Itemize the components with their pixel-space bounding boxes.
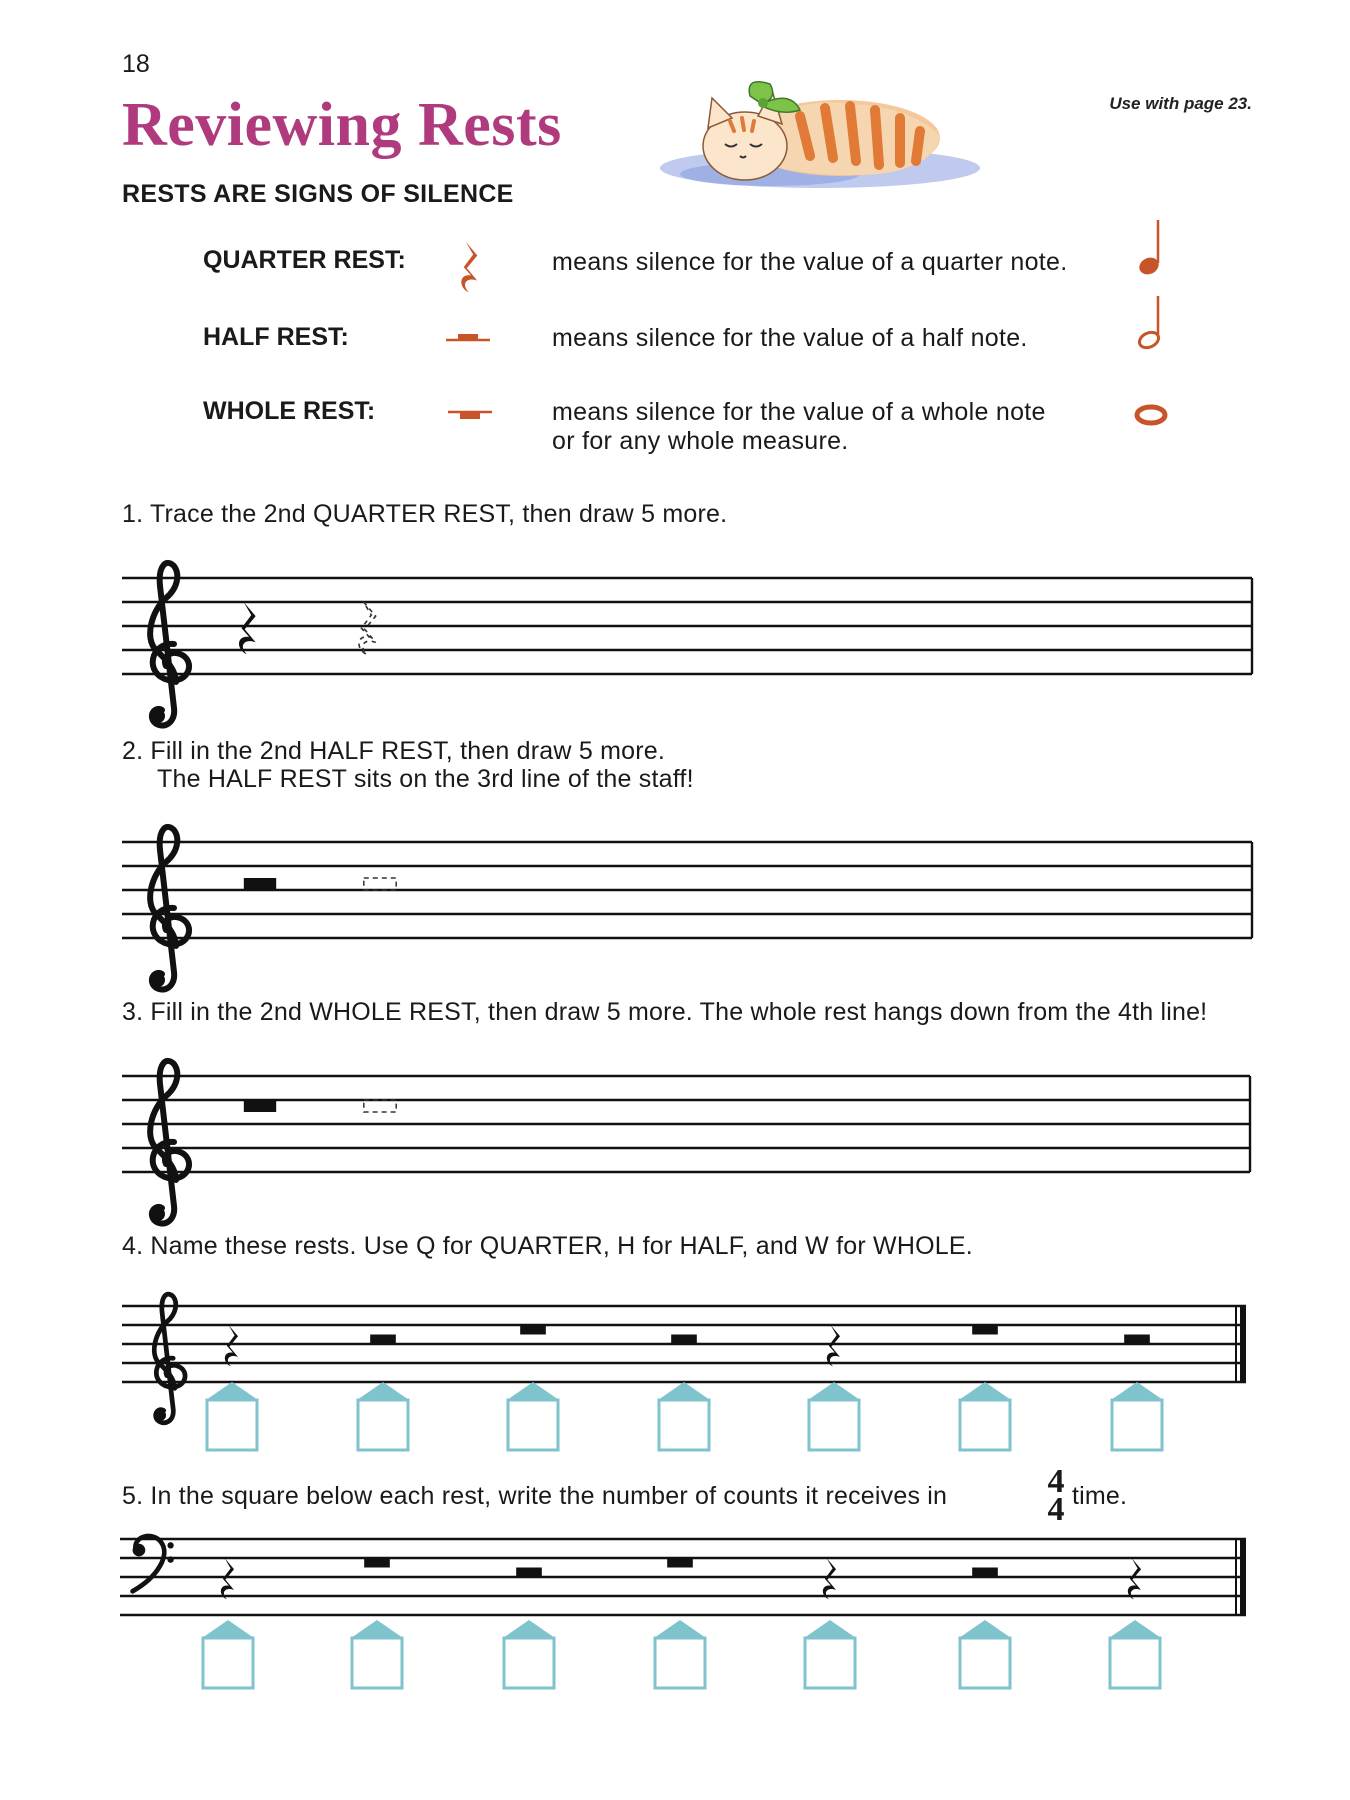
half-rest-outline (364, 878, 396, 890)
final-barline (1240, 1306, 1246, 1382)
whole-rest-description-line-1: means silence for the value of a whole note (552, 398, 1046, 426)
whole-rest (244, 1100, 276, 1112)
quarter-rest (221, 1558, 234, 1599)
whole-rest-symbol (448, 412, 492, 419)
half-rest-symbol (446, 334, 490, 340)
page-title: Reviewing Rests (122, 91, 562, 159)
treble-clef-icon (150, 1061, 189, 1224)
answer-box[interactable] (802, 1618, 858, 1690)
answer-box[interactable] (806, 1380, 862, 1452)
half-rest (671, 1335, 697, 1345)
answer-box[interactable] (1109, 1380, 1165, 1452)
treble-clef-icon (150, 827, 189, 990)
quarter-rest-label: QUARTER REST: (203, 246, 406, 274)
half-note-icon (1137, 296, 1161, 351)
whole-rest (364, 1558, 390, 1568)
quarter-rest (827, 1325, 840, 1366)
final-barline (1240, 1539, 1246, 1615)
treble-clef-icon (150, 563, 189, 726)
section-subtitle: RESTS ARE SIGNS OF SILENCE (122, 180, 514, 208)
answer-box[interactable] (349, 1618, 405, 1690)
answer-box[interactable] (501, 1618, 557, 1690)
whole-rest-description-line-2: or for any whole measure. (552, 427, 849, 455)
whole-rest-outline (364, 1100, 396, 1112)
staff-3 (122, 1061, 1250, 1224)
answer-box[interactable] (200, 1618, 256, 1690)
answer-box[interactable] (505, 1380, 561, 1452)
quarter-rest (239, 602, 256, 654)
answer-box[interactable] (652, 1618, 708, 1690)
half-rest (1124, 1335, 1150, 1345)
staff-5 (120, 1536, 1246, 1615)
reference-rest-and-note-symbols (446, 220, 1165, 423)
staff-2 (122, 827, 1252, 990)
whole-rest-label: WHOLE REST: (203, 397, 376, 425)
quarter-rest (823, 1558, 836, 1599)
time-signature (1044, 1463, 1068, 1528)
exercise-2-line-2: The HALF REST sits on the 3rd line of the staff! (157, 765, 694, 793)
exercise-1-instruction: 1. Trace the 2nd QUARTER REST, then draw 5 more. (122, 500, 728, 528)
whole-note-icon (1137, 407, 1165, 423)
answer-box[interactable] (957, 1618, 1013, 1690)
answer-box[interactable] (204, 1380, 260, 1452)
quarter-rest (225, 1325, 238, 1366)
time-signature-top: 4 (1047, 1463, 1065, 1500)
whole-rest (667, 1558, 693, 1568)
quarter-note-icon (1137, 220, 1162, 277)
half-rest (244, 878, 276, 890)
exercise-4-instruction: 4. Name these rests. Use Q for QUARTER, H for HALF, and W for WHOLE. (122, 1232, 973, 1260)
page-number: 18 (122, 50, 150, 78)
use-with-note: Use with page 23. (1109, 94, 1252, 113)
half-rest (516, 1568, 542, 1578)
answer-box[interactable] (957, 1380, 1013, 1452)
exercise-2-line-1: 2. Fill in the 2nd HALF REST, then draw 5 more. (122, 737, 665, 765)
exercise-5-instruction-end: time. (1072, 1482, 1128, 1510)
answer-box[interactable] (355, 1380, 411, 1452)
time-signature-bottom: 4 (1047, 1491, 1065, 1528)
staff-1 (122, 563, 1252, 726)
answer-box[interactable] (656, 1380, 712, 1452)
treble-clef-icon (154, 1294, 185, 1423)
half-rest-description: means silence for the value of a half note. (552, 324, 1028, 352)
half-rest (972, 1568, 998, 1578)
quarter-rest (1128, 1558, 1141, 1599)
quarter-rest-trace-guide (359, 602, 376, 654)
staves (120, 563, 1252, 1615)
whole-rest (520, 1325, 546, 1335)
half-rest (370, 1335, 396, 1345)
quarter-rest-symbol (461, 242, 477, 292)
whole-rest (972, 1325, 998, 1335)
bass-clef-icon (133, 1536, 174, 1591)
exercise-3-instruction: 3. Fill in the 2nd WHOLE REST, then draw 5 more. The whole rest hangs down from the 4th line! (122, 998, 1208, 1026)
quarter-rest-description: means silence for the value of a quarter note. (552, 248, 1068, 276)
half-rest-label: HALF REST: (203, 323, 349, 351)
answer-box[interactable] (1107, 1618, 1163, 1690)
exercise-5-instruction: 5. In the square below each rest, write the number of counts it receives in (122, 1482, 948, 1510)
